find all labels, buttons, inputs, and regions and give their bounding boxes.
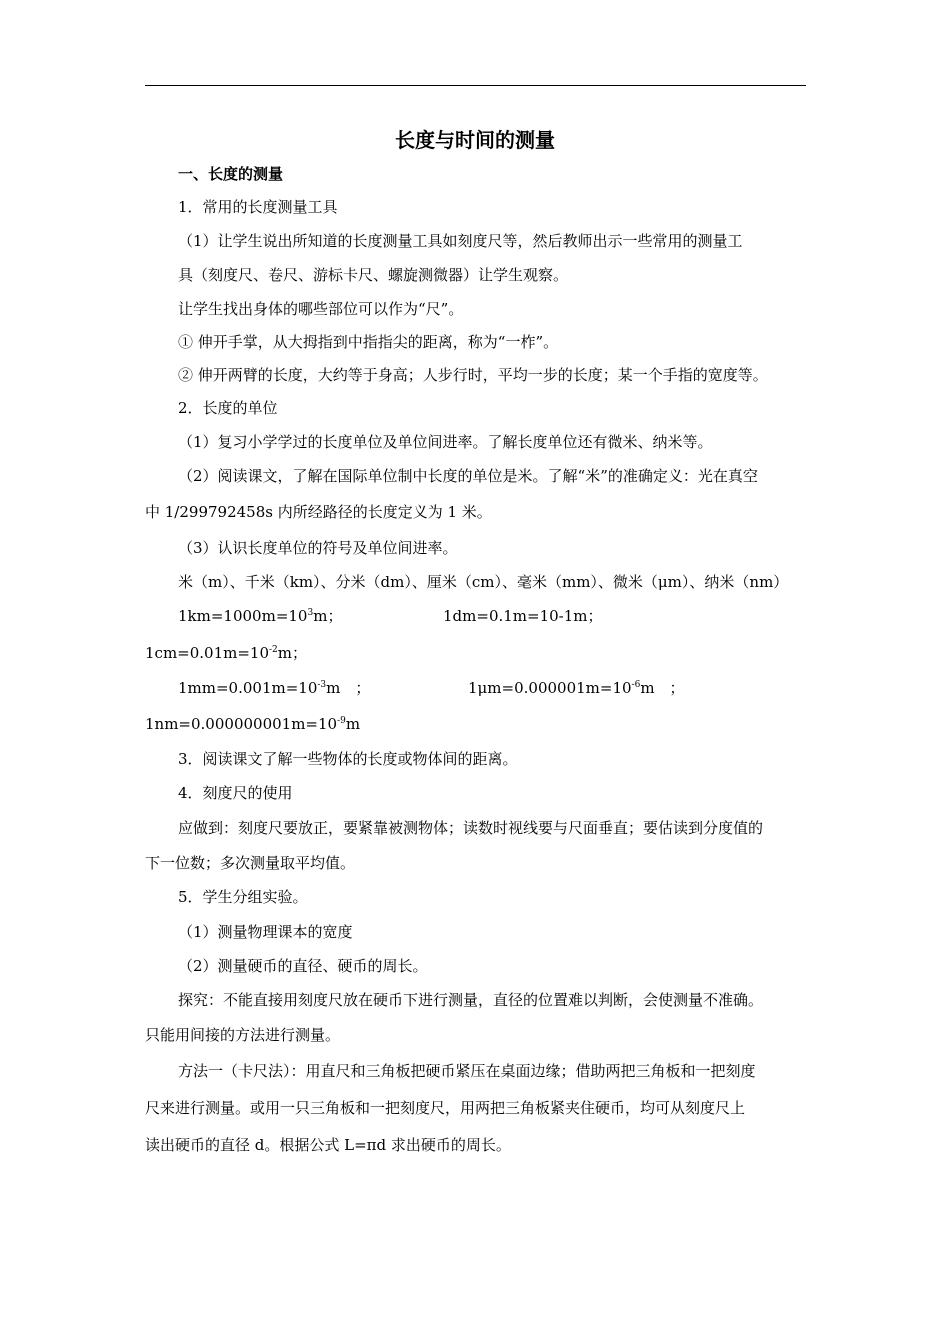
- item-heading: 3．阅读课文了解一些物体的长度或物体间的距离。: [178, 750, 518, 768]
- paragraph-line: ② 伸开两臂的长度，大约等于身高；人步行时，平均一步的长度；某一个手指的宽度等。: [178, 366, 768, 384]
- paragraph-line: 方法一（卡尺法）：用直尺和三角板把硬币紧压在桌面边缘；借助两把三角板和一把刻度: [178, 1062, 756, 1080]
- item-heading: 4．刻度尺的使用: [178, 784, 293, 802]
- formula: $1mm=0.001m=10^{-3}m$ ；: [178, 679, 371, 697]
- paragraph-line: 只能用间接的方法进行测量。: [145, 1026, 341, 1044]
- paragraph-line: 让学生找出身体的哪些部位可以作为“尺”。: [178, 300, 464, 318]
- formula: $1nm=0.000000001m=10^{-9}m$: [145, 715, 361, 733]
- paragraph-line: （2）测量硬币的直径、硬币的周长。: [178, 957, 428, 975]
- paragraph-line: （3）认识长度单位的符号及单位间进率。: [178, 539, 458, 557]
- formula: $1km=1000m=10^3m$；: [178, 607, 343, 625]
- paragraph-line: （1）测量物理课本的宽度: [178, 923, 353, 941]
- paragraph-line: （2）阅读课文，了解在国际单位制中长度的单位是米。了解“米”的准确定义：光在真空: [178, 467, 758, 485]
- paragraph-line: 探究：不能直接用刻度尺放在硬币下进行测量，直径的位置难以判断，会使测量不准确。: [178, 991, 764, 1009]
- item-heading: 1．常用的长度测量工具: [178, 198, 338, 216]
- formula: 1dm=0.1m=10-1m；: [443, 607, 603, 625]
- unit-list: 米（m）、千米（km）、分米（dm）、厘米（cm）、毫米（mm）、微米（μm）、纳米（nm）: [178, 573, 789, 591]
- paragraph-line: 读出硬币的直径 d。根据公式 L=πd 求出硬币的周长。: [145, 1136, 511, 1154]
- formula: $1\mu m=0.000001m=10^{-6}m$ ；: [468, 679, 685, 697]
- formula: $1cm=0.01m=10^{-2}m$；: [145, 644, 308, 662]
- section-heading: 一、长度的测量: [178, 165, 284, 183]
- paragraph-line: ① 伸开手掌，从大拇指到中指指尖的距离，称为“一柞”。: [178, 333, 559, 351]
- paragraph-line: 下一位数；多次测量取平均值。: [145, 854, 356, 872]
- paragraph-line: 具（刻度尺、卷尺、游标卡尺、螺旋测微器）让学生观察。: [178, 266, 569, 284]
- item-heading: 5．学生分组实验。: [178, 888, 308, 906]
- item-heading: 2．长度的单位: [178, 399, 278, 417]
- paragraph-line: 中 1/299792458s 内所经路径的长度定义为 1 米。: [145, 503, 492, 521]
- header-rule: [145, 85, 806, 86]
- paragraph-line: （1）让学生说出所知道的长度测量工具如刻度尺等，然后教师出示一些常用的测量工: [178, 232, 743, 250]
- page-title: 长度与时间的测量: [395, 128, 555, 152]
- paragraph-line: 尺来进行测量。或用一只三角板和一把刻度尺，用两把三角板紧夹住硬币，均可从刻度尺上: [145, 1099, 746, 1117]
- paragraph-line: 应做到：刻度尺要放正，要紧靠被测物体；读数时视线要与尺面垂直；要估读到分度值的: [178, 819, 764, 837]
- paragraph-line: （1）复习小学学过的长度单位及单位间进率。了解长度单位还有微米、纳米等。: [178, 433, 713, 451]
